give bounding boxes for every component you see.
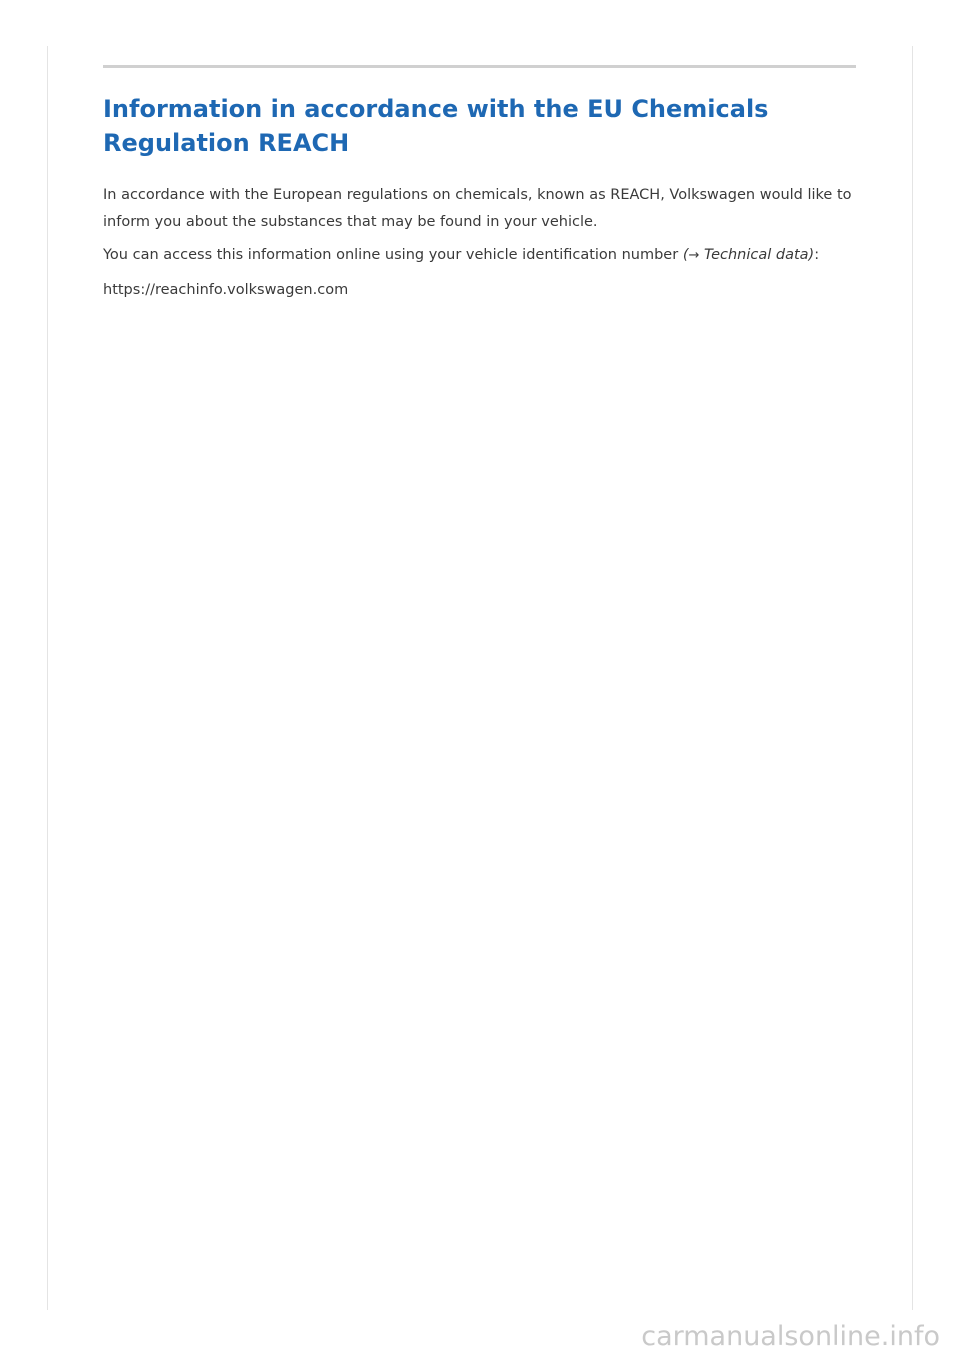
cross-reference-label: Technical data): [699, 247, 815, 263]
intro-paragraph: In accordance with the European regulations on chemicals, known as REACH, Volkswagen would like to inform you about the substances that may be found in your vehicle.: [103, 187, 852, 230]
cross-reference-open: (: [682, 247, 689, 263]
reach-info-url[interactable]: https://reachinfo.volkswagen.com: [103, 282, 349, 298]
technical-data-cross-reference[interactable]: [683, 247, 814, 263]
access-paragraph: [103, 242, 856, 269]
access-paragraph-text: You can access this information online using your vehicle identification number: [103, 247, 683, 263]
left-margin-line: [47, 46, 48, 1310]
page-content: [103, 65, 856, 304]
arrow-right-icon: →: [688, 248, 700, 263]
site-watermark: carmanualsonline.info: [641, 1321, 940, 1352]
right-margin-line: [912, 46, 913, 1310]
top-divider: [103, 65, 856, 68]
access-paragraph-end: :: [814, 247, 820, 263]
page-title: Information in accordance with the EU Chemicals Regulation REACH: [103, 95, 769, 157]
